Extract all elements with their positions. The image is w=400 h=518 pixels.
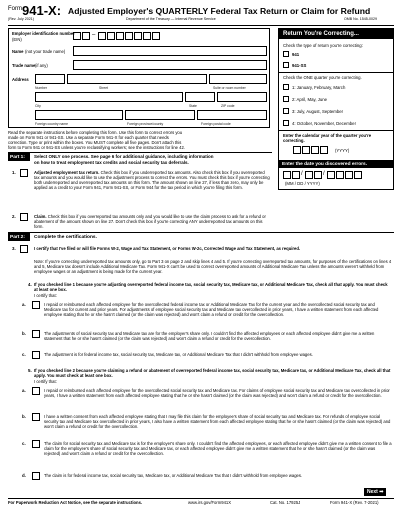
footer-form: Form 941-X (Rev. 7-2021)	[330, 500, 379, 505]
quarter-label: Check the ONE quarter you're correcting.	[283, 75, 362, 80]
type-941-ss-label: 941-SS	[292, 63, 307, 68]
return-correcting-panel	[278, 28, 394, 190]
trade-name-label: Trade name	[12, 63, 36, 68]
city-input[interactable]	[35, 92, 183, 102]
item5b-letter: b.	[22, 414, 26, 419]
discover-label: Enter the date you discovered errors.	[279, 160, 393, 168]
part2-bar	[8, 232, 394, 241]
foreign-province-input[interactable]	[125, 110, 195, 120]
form-title: Adjusted Employer's QUARTERLY Federal Tax Return or Claim for Refund	[68, 6, 371, 16]
item2-text: Claim. Check this box if you overreported tax amounts only and you would like to use the claim process to ask for a refund or abatement of the amount shown on line 27. Don't check this box if you're correcting ANY underreported tax amounts on this form.	[34, 214, 266, 229]
item4-intro: I certify that:	[34, 293, 57, 298]
item4-text: If you checked line 1 because you're adjusting overreported federal income tax, social security tax, Medicare tax, or Additional Medicare Tax, check all that apply. You must check at least one box.	[34, 282, 388, 292]
foreign-province-sub: Foreign province/county	[127, 122, 164, 126]
year-field[interactable]	[293, 146, 333, 154]
item4c-text: The adjustment is for federal income tax, social security tax, Medicare tax, or Additional Medicare Tax that I didn't withhold from employee wages.	[44, 352, 313, 357]
city-sub: City	[35, 104, 41, 108]
year-label: Enter the calendar year of the quarter you're correcting.	[283, 133, 372, 143]
item4b-letter: b.	[22, 331, 26, 336]
state-input[interactable]	[185, 92, 215, 102]
item4a-letter: a.	[22, 302, 26, 307]
trade-name-input[interactable]	[73, 60, 267, 70]
foreign-postal-sub: Foreign postal code	[201, 122, 231, 126]
item5a-checkbox[interactable]	[32, 387, 40, 395]
item4-number: 4.	[28, 282, 32, 287]
item1-number: 1.	[12, 170, 16, 175]
address-street-sub: Street	[99, 86, 109, 90]
ein-sub: (EIN)	[12, 37, 22, 42]
item2-number: 2.	[12, 214, 16, 219]
quarter-2-label: 2: April, May, June	[292, 97, 328, 102]
item4b-text: The adjustments of social security tax and Medicare tax are for the employer's share only. I couldn't find the affected employees or each affected employee didn't give me a written statement that he or she hasn't claimed (or the claim was rejected) and won't claim a refund or credit for the overcollection.	[44, 331, 375, 341]
foreign-postal-input[interactable]	[197, 110, 267, 120]
address-street-input[interactable]	[67, 74, 207, 84]
checkbox-941[interactable]	[283, 51, 289, 57]
header-rule	[8, 25, 394, 26]
discover-date-field[interactable]: / /	[283, 171, 383, 179]
name-label: Name	[12, 49, 24, 54]
part2-note: Note: If you're correcting underreported tax amounts only, go to Part 3 on page 2 and skip lines 4 and 5. If you're correcting overreported tax amounts, for purposes of the certifications on lines 4 and 5, Medicare tax doesn't include Additional Medicare Tax. Form 941-X can't be used to correct overreported amounts of Additional Medicare Tax unless the amounts weren't withheld from employee wages or an adjustment is being made for the current year.	[34, 259, 392, 274]
zip-sub: ZIP code	[221, 104, 235, 108]
checkbox-quarter-4[interactable]	[283, 120, 289, 126]
address-label: Address	[12, 77, 29, 82]
item5-intro: I certify that:	[34, 379, 57, 384]
part1-heading-2: on how to treat employment tax credits and social security tax deferrals.	[34, 160, 189, 165]
item5d-checkbox[interactable]	[32, 472, 40, 480]
discover-placeholder: (MM / DD / YYYY)	[285, 181, 320, 186]
item5-number: 5.	[28, 368, 32, 373]
item5c-checkbox[interactable]	[32, 440, 40, 448]
footer-cat: Cat. No. 17925J	[270, 500, 301, 505]
part1-bar	[8, 152, 272, 165]
address-suite-input[interactable]	[209, 74, 267, 84]
item5b-text: I have a written consent from each affected employee stating that I may file this claim for the employee's share of social security tax and Medicare tax. For refunds of employee social security tax and Medicare tax overcollected in prior years, I also have a written statement from each affected employee stating that he or she hasn't claimed (or the claim was rejected) and won't claim a refund or credit for the overcollection.	[44, 414, 391, 429]
part1-heading-1: Select ONLY one process. See page 6 for additional guidance, including information	[34, 154, 214, 159]
foreign-country-sub: Foreign country name	[35, 122, 68, 126]
item5b-checkbox[interactable]	[32, 413, 40, 421]
checkbox-quarter-1[interactable]	[283, 84, 289, 90]
item4c-checkbox[interactable]	[32, 351, 40, 359]
part2-heading: Complete the certifications.	[34, 234, 97, 240]
item1-checkbox[interactable]	[20, 169, 28, 177]
intro-paragraph: Read the separate instructions before completing this form. Use this form to correct errors you made on Form 941 or 941-SS. Use a separate Form 941-X for each quarter that needs correction. Type or print within the boxes. You MUST complete all five pages. Don't attach this form to Form 941 or 941-SS unless you're reclassifying workers; see the instructions for line 42.	[8, 130, 185, 150]
item5d-text: The claim is for federal income tax, social security tax, Medicare tax, or Additional Medicare Tax that I didn't withhold from employee wages.	[44, 473, 303, 478]
part2-label: Part 2:	[8, 233, 30, 241]
state-sub: State	[189, 104, 197, 108]
footer-rule	[8, 498, 394, 499]
address-suite-sub: Suite or room number	[213, 86, 246, 90]
address-number-input[interactable]	[35, 74, 65, 84]
form-revision: (Rev. July 2021)	[8, 17, 34, 21]
item4c-letter: c.	[22, 352, 26, 357]
item3-number: 3.	[12, 246, 16, 251]
next-button[interactable]: Next ➡	[364, 488, 386, 496]
item5d-letter: d.	[22, 473, 26, 478]
employer-info-box	[8, 28, 270, 128]
item3-text: I certify that I've filed or will file Forms W-2, Wage and Tax Statement, or Forms W-2c, Corrected Wage and Tax Statement, as required.	[34, 246, 301, 251]
item3-checkbox[interactable]	[20, 245, 28, 253]
foreign-country-input[interactable]	[35, 110, 123, 120]
name-hint: (not your trade name)	[25, 49, 66, 54]
checkbox-quarter-3[interactable]	[283, 108, 289, 114]
form-word: Form	[8, 6, 22, 12]
year-placeholder: (YYYY)	[335, 148, 350, 153]
item5c-text: The claim for social security tax and Medicare tax is for the employer's share only. I couldn't find the affected employees, or each affected employee didn't give me a written consent to file a claim for the employee's share of social security tax and Medicare tax, or each affected employee didn't give me a written statement that he or she hasn't claimed (or the claim was rejected) and won't claim a refund or credit for the overcollection.	[44, 441, 392, 456]
item5-text: If you checked line 2 because you're claiming a refund or abatement of overreported federal income tax, social security tax, Medicare tax, or Additional Medicare Tax, check all that apply. You must check at least one box.	[34, 368, 391, 378]
omb-number: OMB No. 1545-0029	[344, 17, 377, 21]
department-line: Department of the Treasury — Internal Revenue Service	[126, 17, 216, 21]
type-941-label: 941	[292, 52, 300, 57]
return-correcting-title: Return You're Correcting...	[279, 29, 393, 39]
item4a-checkbox[interactable]	[32, 301, 40, 309]
name-input[interactable]	[73, 46, 267, 56]
item4b-checkbox[interactable]	[32, 330, 40, 338]
ein-label: Employer identification number	[12, 31, 75, 36]
item1-text: Adjusted employment tax return. Check this box if you underreported tax amounts. Also check this box if you overreported tax amounts and you would like to use the adjustment process to correct the errors. You must check this box if you're correcting both underreported and overreported tax amounts on this form. The amount shown on line 27, if less than zero, may only be applied as a credit to your Form 941, Form 941-SS, or Form 944 for the tax period in which you're filing this form.	[34, 170, 270, 190]
address-number-sub: Number	[35, 86, 48, 90]
item5a-letter: a.	[22, 388, 26, 393]
item5a-text: I repaid or reimbursed each affected employee for the overcollected social security tax and Medicare tax. For claims of employee social security tax and Medicare tax overcollected in prior years, I have a written statement from each affected employee stating that he or she hasn't claimed (or the claim was rejected) and won't claim a refund or credit for the overcollection.	[44, 388, 390, 398]
item2-checkbox[interactable]	[20, 213, 28, 221]
form-page	[8, 3, 394, 514]
quarter-4-label: 4: October, November, December	[292, 121, 357, 126]
footer-url: www.irs.gov/Form941X	[188, 500, 232, 505]
quarter-1-label: 1: January, February, March	[292, 85, 346, 90]
ein-field[interactable]: –	[73, 32, 193, 42]
form-number: 941-X:	[22, 3, 62, 18]
zip-input[interactable]	[217, 92, 267, 102]
part1-label: Part 1:	[8, 153, 30, 161]
quarter-3-label: 3: July, August, September	[292, 109, 344, 114]
footer-pra: For Paperwork Reduction Act Notice, see the separate instructions.	[8, 500, 143, 505]
item5c-letter: c.	[22, 441, 26, 446]
item4a-text: I repaid or reimbursed each affected employee for the overcollected federal income tax or Additional Medicare Tax for the current year and the overcollected social security tax and Medicare tax for current and prior years. For adjustments of employee social security tax and Medicare tax overcollected in prior years, I have a written statement from each affected employee stating that he or she hasn't claimed (or the claim was rejected) and won't claim a refund or credit for the overcollection.	[44, 302, 379, 317]
trade-name-hint: (if any)	[35, 63, 48, 68]
checkbox-941-ss[interactable]	[283, 62, 289, 68]
type-label: Check the type of return you're correcting:	[283, 43, 363, 48]
checkbox-quarter-2[interactable]	[283, 96, 289, 102]
